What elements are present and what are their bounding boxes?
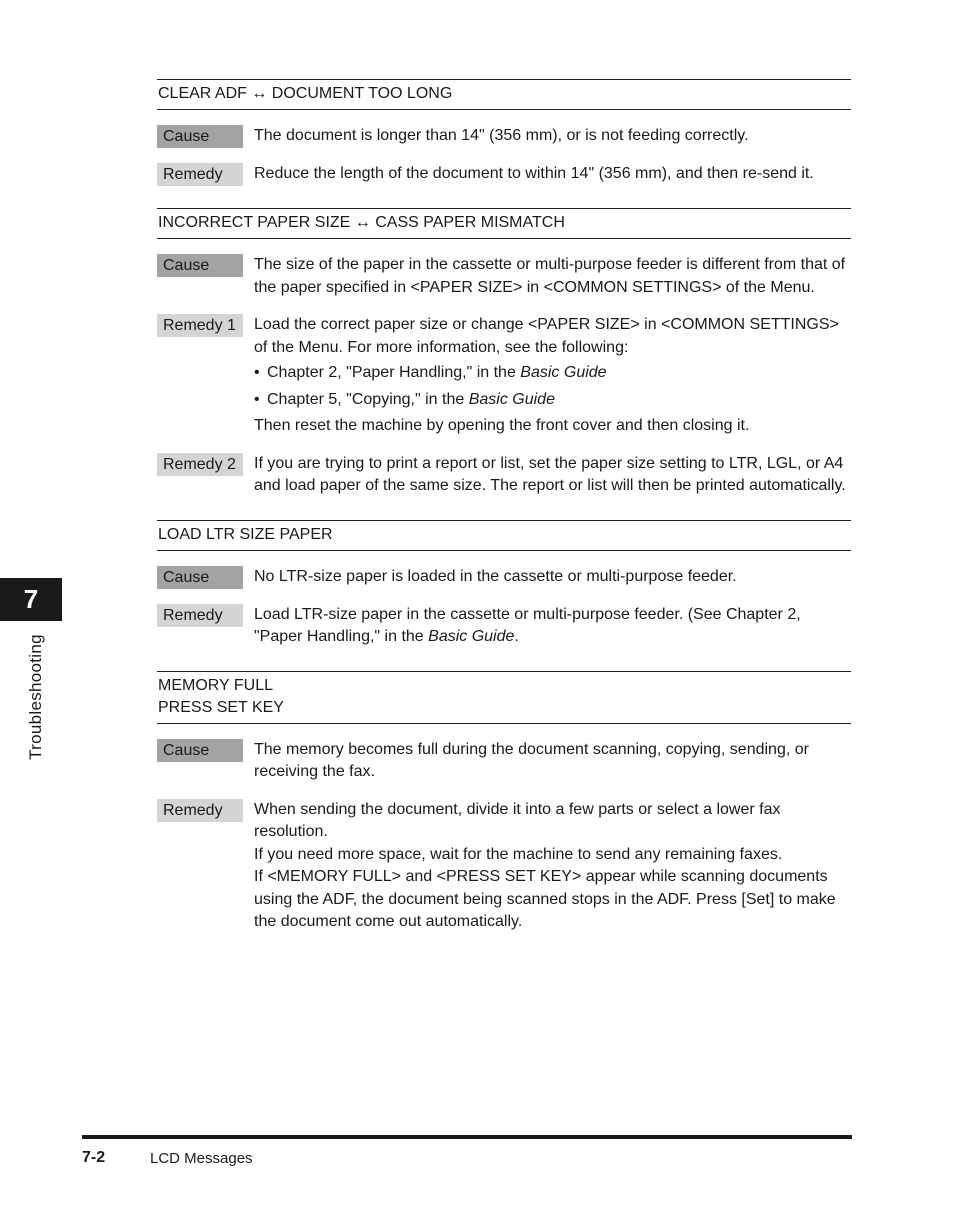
cause-entry [157,566,851,589]
remedy-line: When sending the document, divide it into a few parts or select a lower fax resolution. [254,800,781,840]
remedy-label: Remedy [157,163,243,186]
remedy-entry [157,314,851,438]
guide-title: Basic Guide [428,628,515,645]
cause-entry [157,254,851,299]
cause-label: Cause [157,739,243,762]
cause-text: No LTR-size paper is loaded in the cassette or multi-purpose feeder. [254,567,737,585]
cause-label: Cause [157,254,243,277]
heading-line: MEMORY FULL [158,676,273,694]
section-heading: LOAD LTR SIZE PAPER [157,520,851,551]
cause-text: The document is longer than 14" (356 mm), or is not feeding correctly. [254,127,749,144]
remedy-label: Remedy 2 [157,453,243,476]
message-section [157,520,851,649]
cause-text: The memory becomes full during the document scanning, copying, sending, or receiving the fax. [254,740,809,780]
remedy-body: Load LTR-size paper in the cassette or multi-purpose feeder. (See Chapter 2, "Paper Handling," in the [254,605,801,645]
guide-title: Basic Guide [520,364,607,381]
bullet-item [254,389,851,412]
bullet-text: Chapter 5, "Copying," in the [267,390,469,408]
section-body [157,724,851,934]
section-heading [157,671,851,724]
section-body [157,551,851,649]
remedy-line: If you need more space, wait for the machine to send any remaining faxes. [254,845,783,863]
message-section [157,208,851,498]
remedy-entry [157,163,851,186]
remedy-entry [157,604,851,649]
page-number: 7-2 [82,1149,106,1166]
cause-entry [157,125,851,148]
message-section [157,79,851,186]
remedy-entry [157,799,851,934]
chapter-number-tab [0,578,62,621]
page-content [157,79,851,956]
chapter-side-title: Troubleshooting [26,634,45,760]
guide-title: Basic Guide [468,390,555,408]
footer-section-title: LCD Messages [150,1150,253,1167]
remedy-label: Remedy [157,604,243,627]
remedy-followup: Then reset the machine by opening the front cover and then closing it. [254,417,750,434]
footer-rule [82,1135,852,1139]
remedy-text [254,799,851,934]
section-body [157,110,851,186]
remedy-text [254,604,851,649]
bullet-item [254,362,851,385]
heading-line: PRESS SET KEY [158,698,284,716]
remedy-text: Reduce the length of the document to within 14" (356 mm), and then re-send it. [254,165,814,182]
message-section [157,671,851,934]
bullet-text: Chapter 2, "Paper Handling," in the [267,364,521,381]
bullet-icon: • [254,390,260,408]
remedy-label: Remedy [157,799,243,822]
chapter-number: 7 [23,584,39,614]
bullet-icon: • [254,364,260,381]
section-heading: INCORRECT PAPER SIZE ↔ CASS PAPER MISMATCH [157,208,851,239]
remedy-line: If <MEMORY FULL> and <PRESS SET KEY> appear while scanning documents using the ADF, the document being scanned stops in the ADF. Press [Set] to make the document come out automatically. [254,868,836,930]
remedy-text: If you are trying to print a report or list, set the paper size setting to LTR, LGL, or A4 and load paper of the same size. The report or list will then be printed automatically. [254,454,846,494]
section-heading: CLEAR ADF ↔ DOCUMENT TOO LONG [157,79,851,110]
cause-label: Cause [157,125,243,148]
remedy-label: Remedy 1 [157,314,243,337]
cause-entry [157,739,851,784]
remedy-suffix: . [514,628,519,645]
cause-label: Cause [157,566,243,589]
remedy-text [254,314,851,438]
remedy-entry [157,453,851,498]
cause-text: The size of the paper in the cassette or multi-purpose feeder is different from that of the paper specified in <PAPER SIZE> in <COMMON SETTINGS> of the Menu. [254,256,846,296]
remedy-intro: Load the correct paper size or change <PAPER SIZE> in <COMMON SETTINGS> of the Menu. For more information, see the following: [254,316,839,356]
section-body [157,239,851,498]
